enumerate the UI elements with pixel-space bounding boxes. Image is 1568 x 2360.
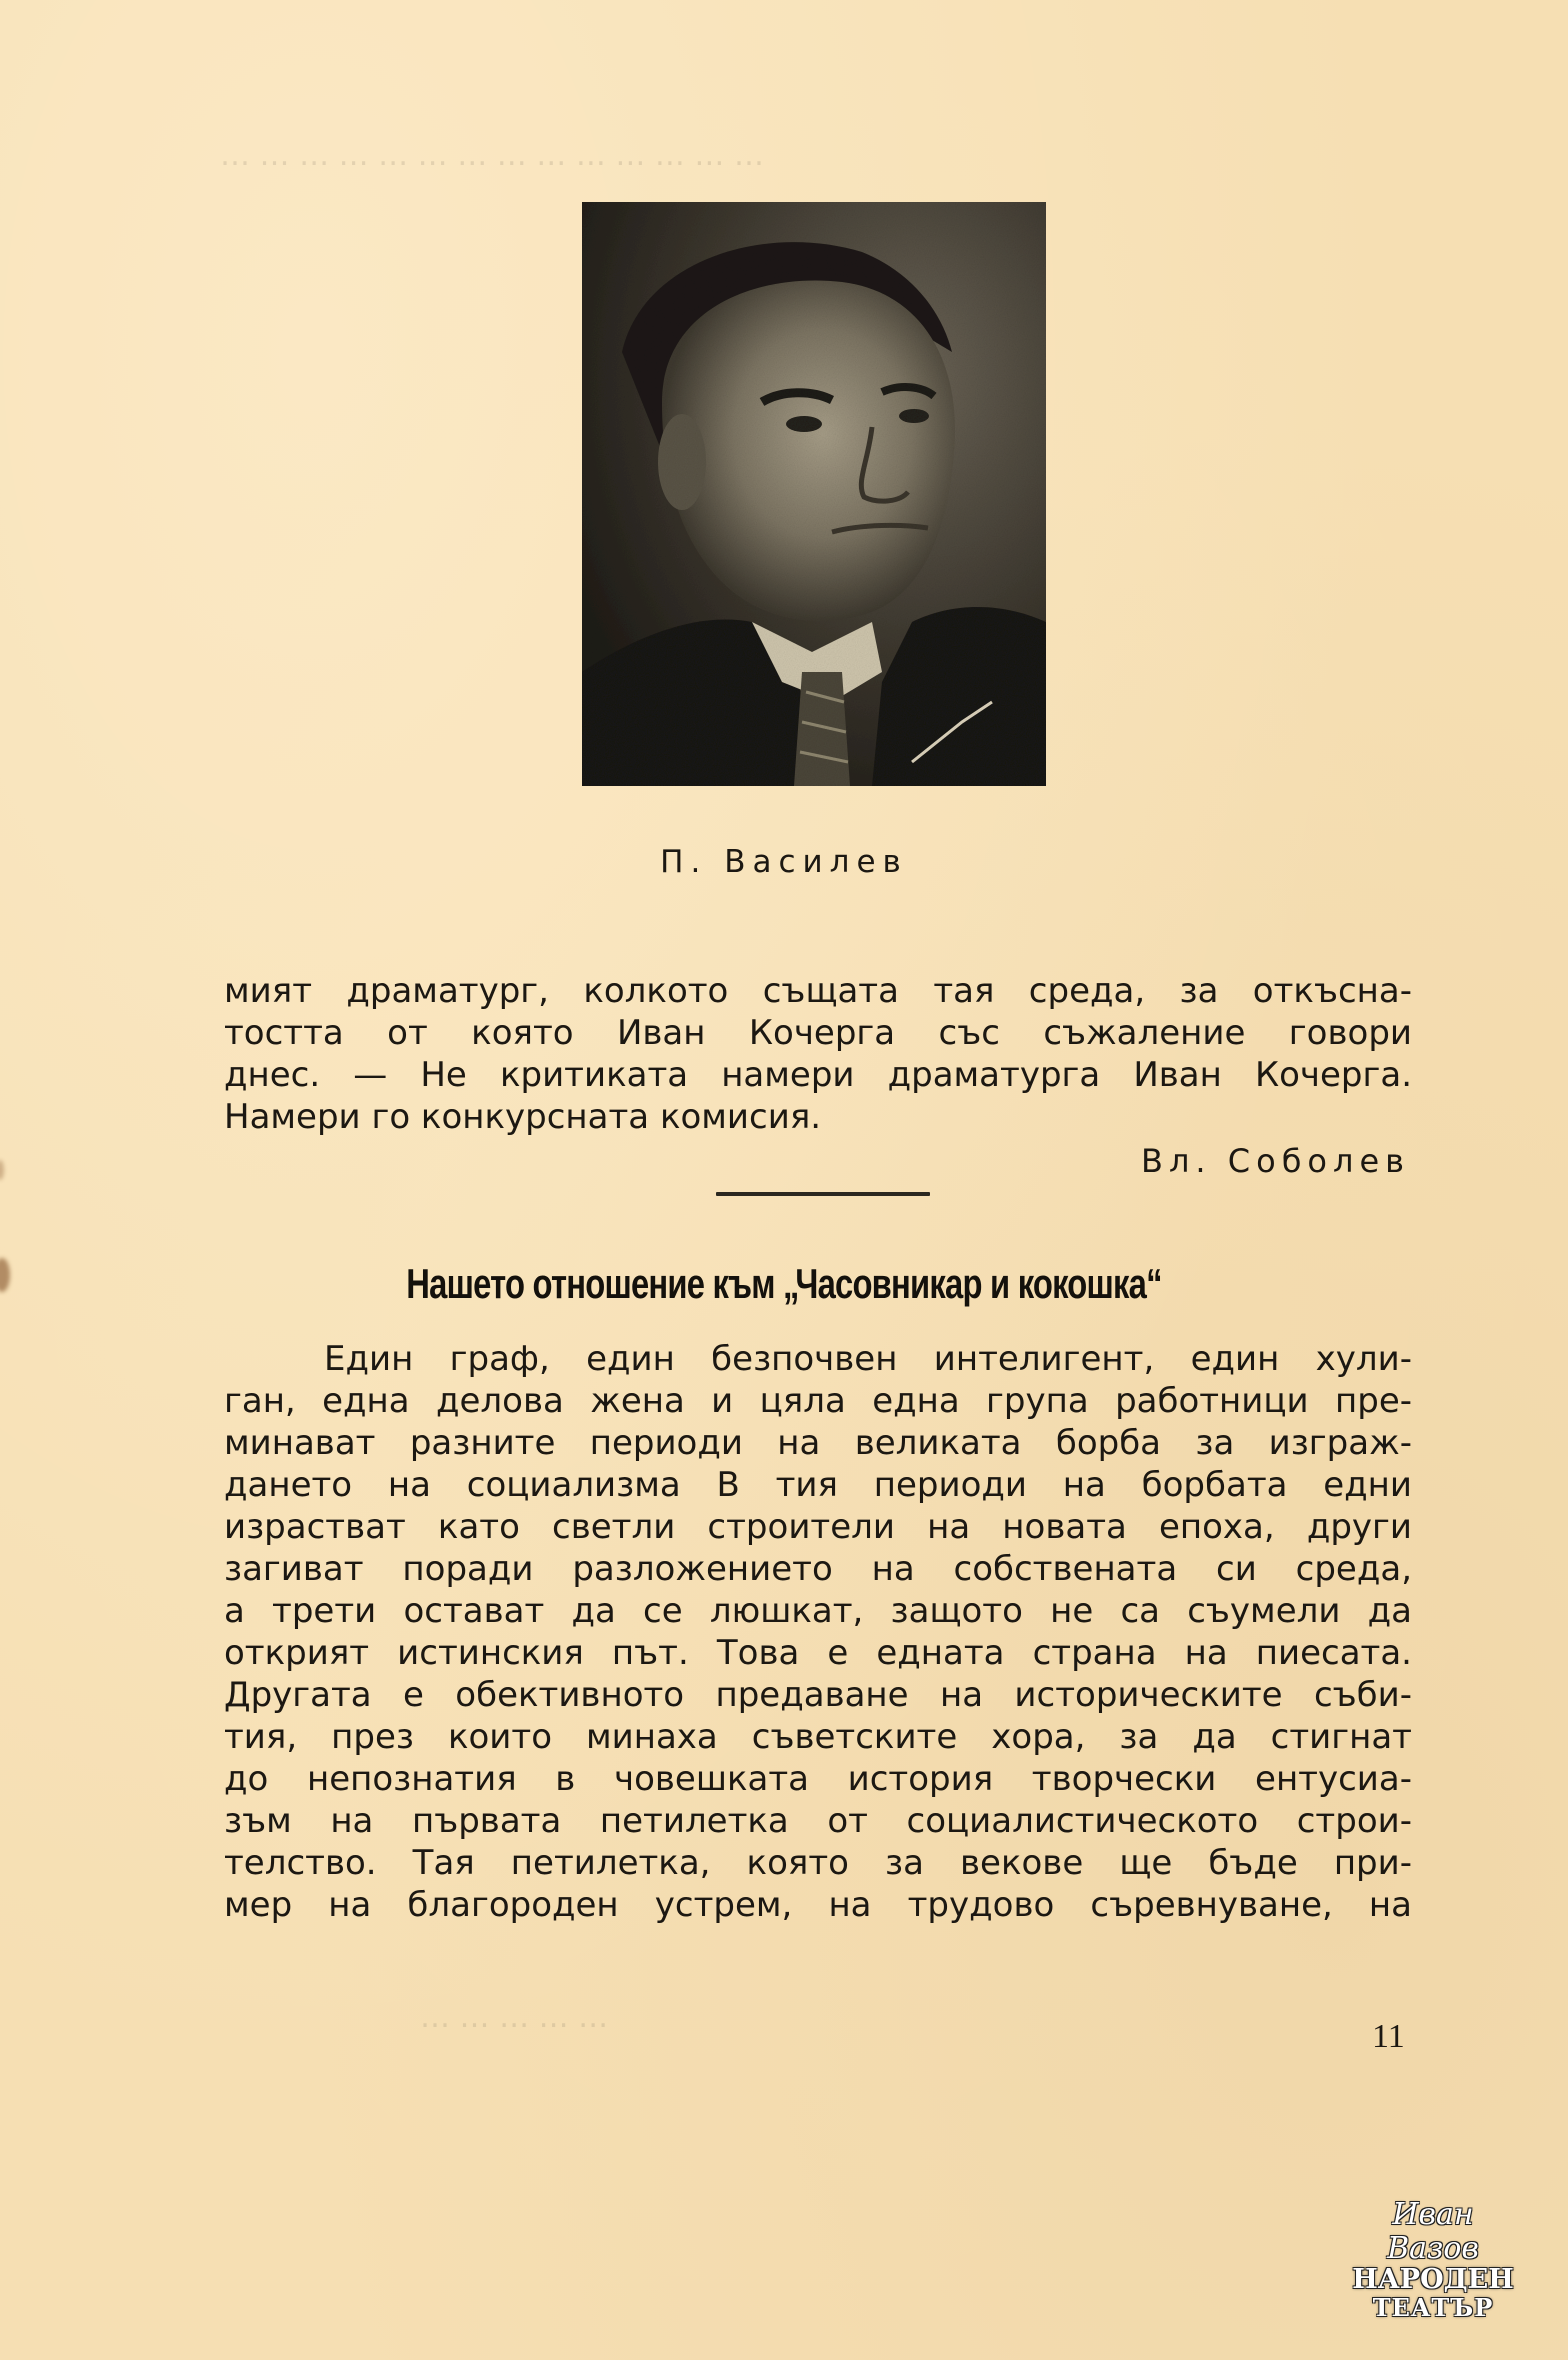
text-line: зъм на първата петилетка от социалистическото строи- bbox=[224, 1801, 1412, 1841]
logo-line-2: ТЕАТЪР bbox=[1372, 2293, 1494, 2322]
section-divider bbox=[716, 1192, 930, 1196]
text-line: израстват като светли строители на новата епоха, други bbox=[224, 1507, 1412, 1547]
text-line: Другата е обективното предаване на историческите съби- bbox=[224, 1675, 1412, 1715]
text-line: Един граф, един безпочвен интелигент, един хули- bbox=[324, 1339, 1412, 1379]
logo-line-1: НАРОДЕН bbox=[1352, 2264, 1514, 2295]
article-body bbox=[224, 1338, 1412, 1926]
show-through-text: … … … … … … … … … … … … … … bbox=[220, 138, 764, 173]
text-line: ган, една делова жена и цяла една група работници пре- bbox=[224, 1381, 1412, 1421]
national-theatre-logo bbox=[1348, 2198, 1518, 2322]
photo-caption: П. Василев bbox=[660, 844, 908, 880]
article-title: Нашето отношение към „Часовникар и кокошка“ bbox=[406, 1260, 1162, 1307]
text-line: мер на благороден устрем, на трудово съревнуване, на bbox=[224, 1885, 1412, 1925]
portrait-image bbox=[582, 202, 1046, 786]
text-line: до непознатия в човешката история творчески ентусиа- bbox=[224, 1759, 1412, 1799]
text-line: днес. — Не критиката намери драматурга Иван Кочерга. bbox=[224, 1055, 1412, 1095]
logo-script-signature: Иван Вазов bbox=[1387, 2197, 1479, 2266]
paper-stain bbox=[0, 1258, 10, 1292]
paper-stain bbox=[0, 1160, 4, 1180]
text-line: а трети остават да се люшкат, защото не са съумели да bbox=[224, 1591, 1412, 1631]
author-signature: Вл. Соболев bbox=[1141, 1142, 1410, 1180]
text-line: тостта от която Иван Кочерга със съжаление говори bbox=[224, 1013, 1412, 1053]
page-number: 11 bbox=[1372, 2018, 1405, 2055]
show-through-text: … … … … … bbox=[420, 2000, 609, 2035]
text-line: дането на социализма В тия периоди на борбата едни bbox=[224, 1465, 1412, 1505]
text-line: мият драматург, колкото същата тая среда, за откъсна- bbox=[224, 971, 1412, 1011]
text-line: загиват поради разложението на собствената си среда, bbox=[224, 1549, 1412, 1589]
text-line: минават разните периоди на великата борба за изграж- bbox=[224, 1423, 1412, 1463]
text-line: Намери го конкурсната комисия. bbox=[224, 1097, 822, 1137]
text-line: тия, през които минаха съветските хора, за да стигнат bbox=[224, 1717, 1412, 1757]
portrait-photo bbox=[582, 202, 1046, 786]
text-line: телство. Тая петилетка, която за векове ще бъде при- bbox=[224, 1843, 1412, 1883]
text-line: открият истинския път. Това е едната страна на пиесата. bbox=[224, 1633, 1412, 1673]
continued-paragraph bbox=[224, 970, 1412, 1138]
